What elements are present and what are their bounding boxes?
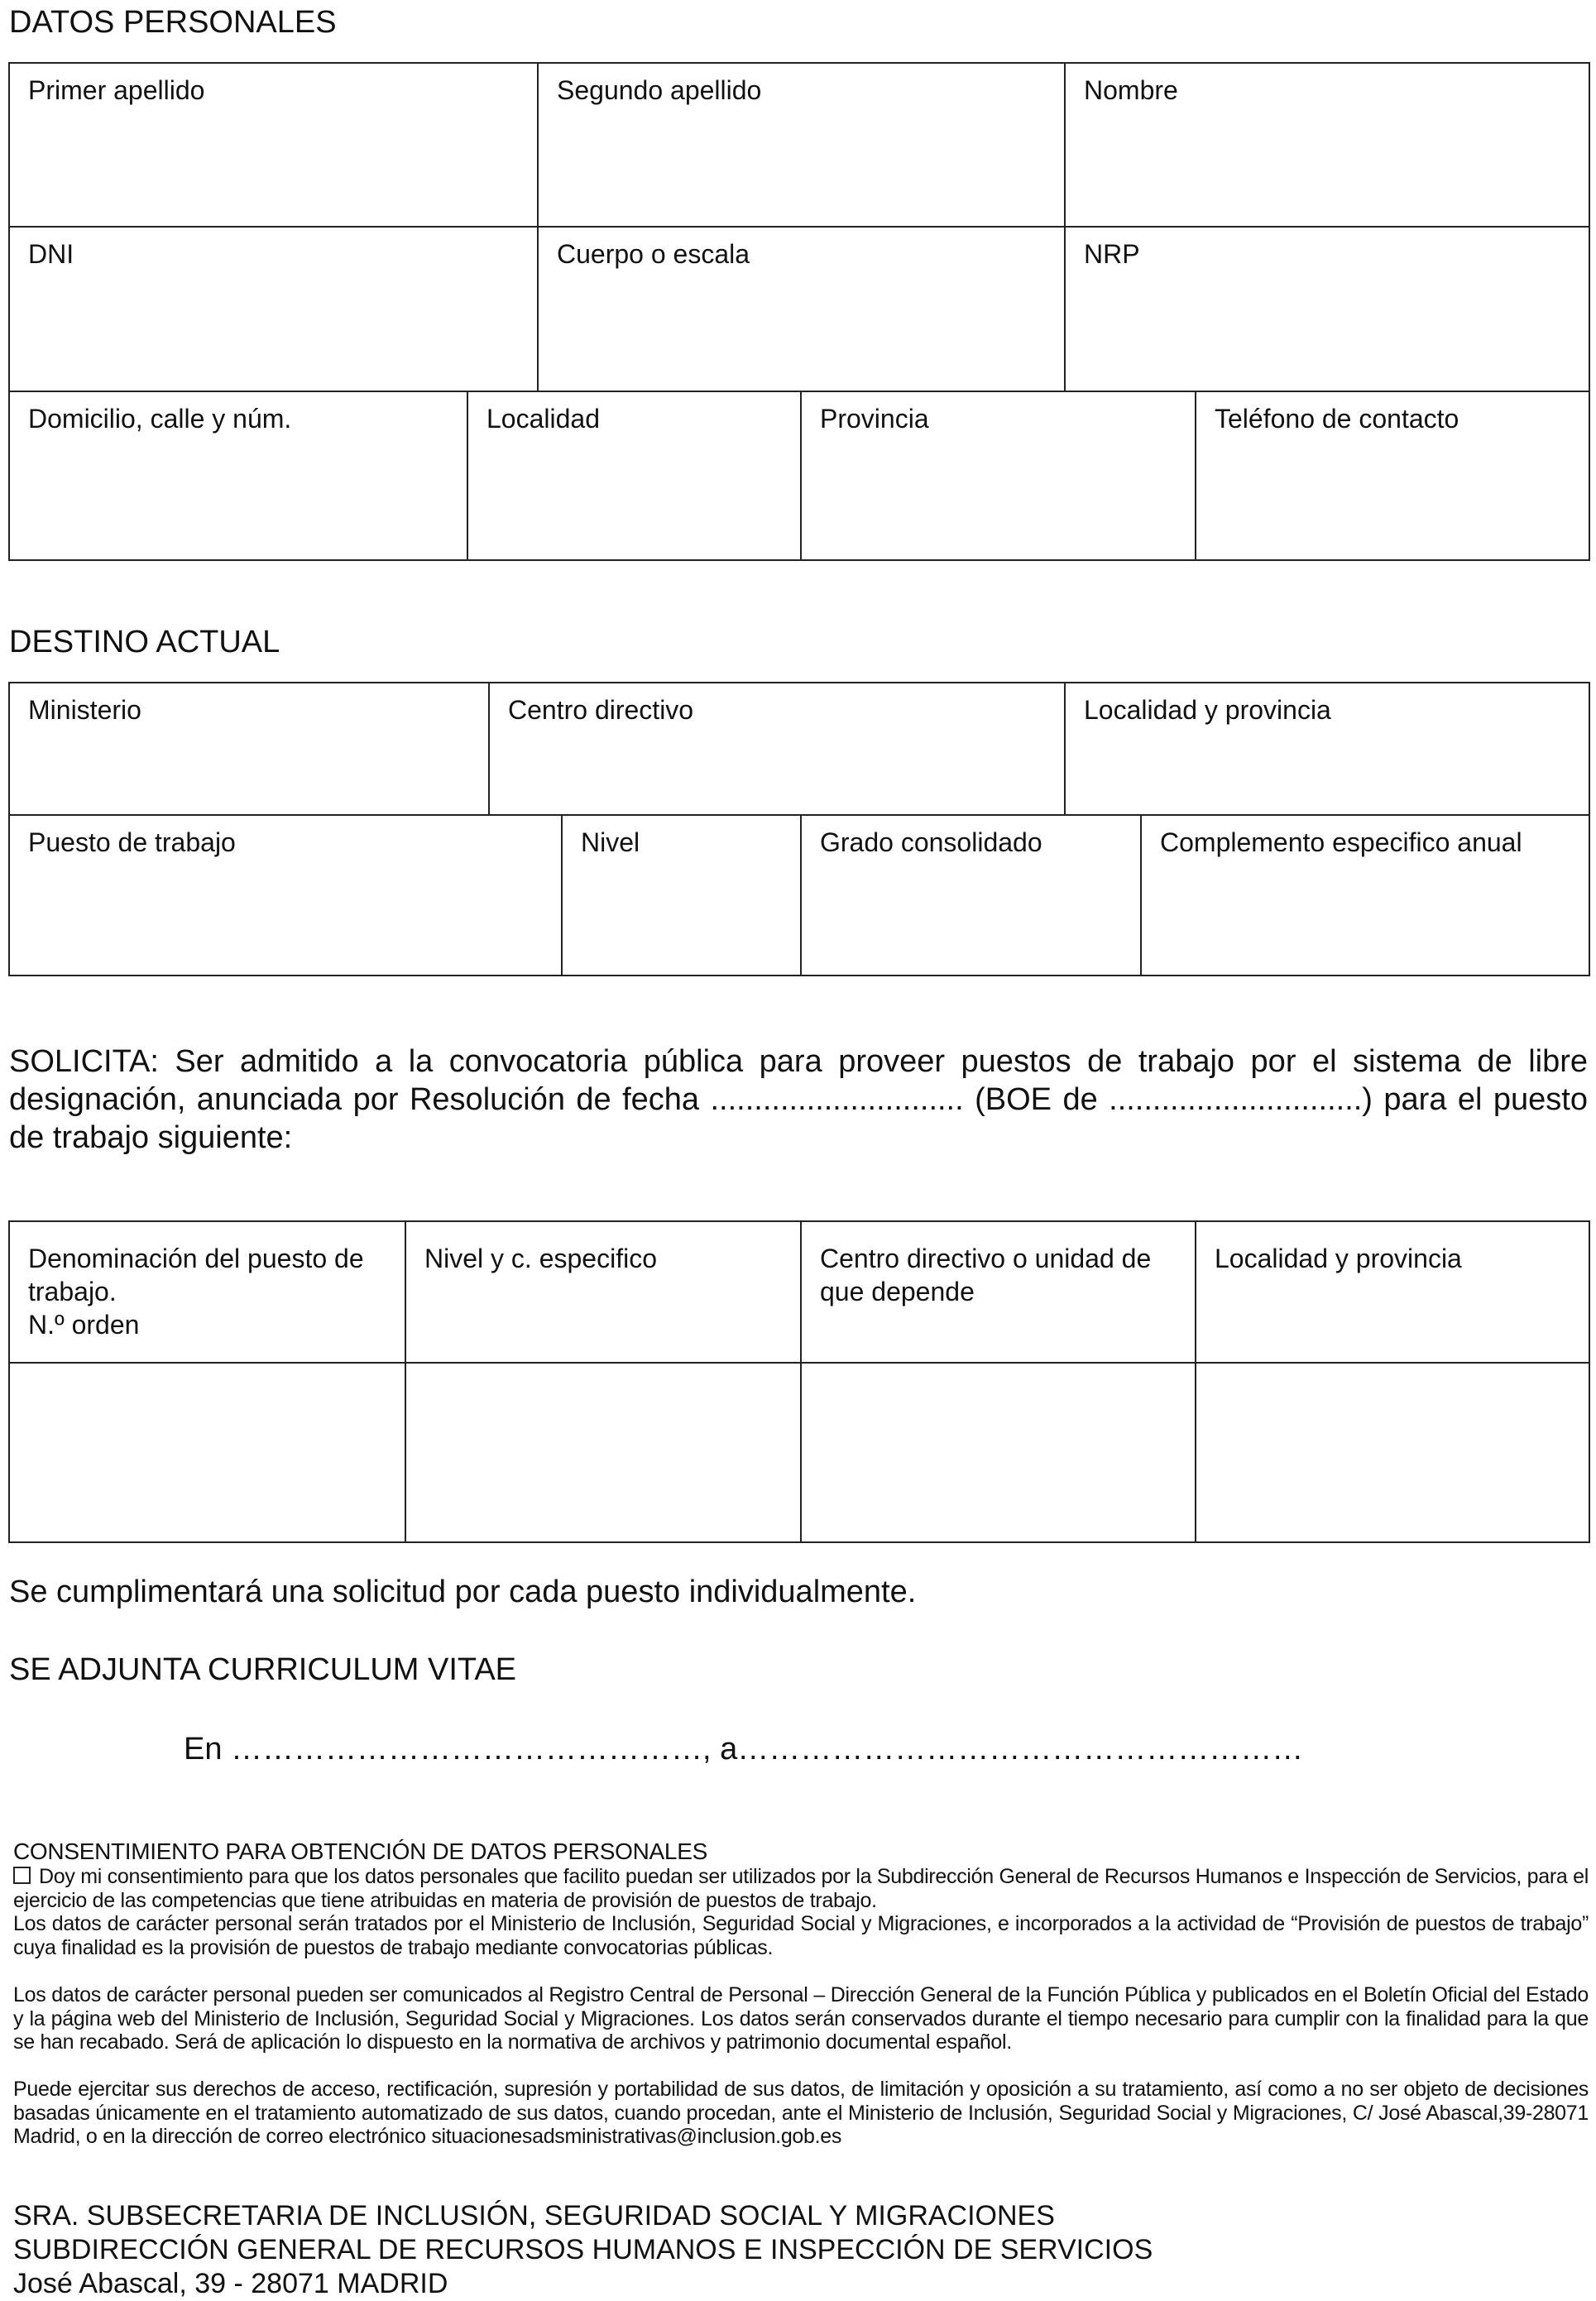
field-centro-directivo[interactable] <box>488 683 1064 814</box>
field-localidad[interactable] <box>467 391 800 559</box>
adjunta-text: SE ADJUNTA CURRICULUM VITAE <box>9 1652 517 1687</box>
label: Primer apellido <box>28 75 205 105</box>
consent-paragraph-2: Los datos de carácter personal pueden ser comunicados al Registro Central de Personal – Dirección General de la Función Pública y publicados en el Boletín Oficial del Estado y la página web del Ministerio de Inclusión, Seguridad Social y Migraciones. Los datos serán conservados durante el tiempo necesario para cumplir con la finalidad para la que se han recabado. Será de aplicación lo dispuesto en la normativa de archivos y patrimonio documental español. <box>13 1983 1589 2054</box>
label: Segundo apellido <box>557 75 762 105</box>
field-telefono[interactable] <box>1195 391 1590 559</box>
header-nivel: Nivel y c. especifico <box>405 1222 800 1362</box>
field-nivel[interactable] <box>561 814 800 975</box>
header-denominacion: Denominación del puesto de trabajo. N.º orden <box>28 1244 364 1340</box>
consent-checkbox[interactable] <box>13 1867 31 1884</box>
field-puesto-trabajo[interactable] <box>10 814 561 975</box>
label: Localidad <box>486 404 600 434</box>
field-primer-apellido[interactable] <box>10 64 537 226</box>
field-grado-consolidado[interactable] <box>800 814 1140 975</box>
input-denominacion[interactable] <box>10 1362 405 1541</box>
field-domicilio[interactable] <box>10 391 467 559</box>
consent-paragraph-3: Puede ejercitar sus derechos de acceso, rectificación, supresión y portabilidad de sus datos, de limitación y oposición a su tratamiento, así como a no ser objeto de decisiones basadas únicamente en el tratamiento automatizado de sus datos, cuando procedan, ante el Ministerio de Inclusión, Seguridad Social y Migraciones, C/ José Abascal,39-28071 Madrid, o en la dirección de correo electrónico situacionesadsministrativas@inclusion.gob.es <box>13 2078 1589 2148</box>
input-centro-directivo[interactable] <box>800 1362 1195 1541</box>
destino-actual-table <box>8 682 1590 976</box>
header-localidad: Localidad y provincia <box>1195 1222 1590 1362</box>
label: Nivel <box>581 827 640 857</box>
field-nombre[interactable] <box>1064 64 1590 226</box>
consent-checkbox-row <box>13 1865 1589 1912</box>
input-localidad[interactable] <box>1195 1362 1590 1541</box>
lugar-fecha-line[interactable]: En ………………………………………, a……………………………………………… <box>184 1732 1304 1766</box>
field-segundo-apellido[interactable] <box>537 64 1064 226</box>
field-ministerio[interactable] <box>10 683 488 814</box>
puesto-solicitado-table <box>8 1220 1590 1543</box>
field-dni[interactable] <box>10 226 537 391</box>
datos-personales-table <box>8 62 1590 561</box>
field-provincia[interactable] <box>800 391 1195 559</box>
label: Domicilio, calle y núm. <box>28 404 292 434</box>
section-title-destino-actual: DESTINO ACTUAL <box>9 625 280 659</box>
label: Centro directivo <box>508 695 694 725</box>
field-nrp[interactable] <box>1064 226 1590 391</box>
consent-checkbox-label: Doy mi consentimiento para que los datos personales que facilito puedan ser utilizados por la Subdirección General de Recursos Humanos e Inspección de Servicios, para el ejercicio de las competencias que tiene atribuidas en materia de provisión de puestos de trabajo. <box>13 1865 1589 1912</box>
label: DNI <box>28 239 74 269</box>
label: NRP <box>1084 239 1140 269</box>
recipient-line-2: SUBDIRECCIÓN GENERAL DE RECURSOS HUMANOS E INSPECCIÓN DE SERVICIOS <box>13 2234 1153 2265</box>
section-title-datos-personales: DATOS PERSONALES <box>9 5 337 40</box>
label: Ministerio <box>28 695 141 725</box>
label: Provincia <box>820 404 929 434</box>
consent-paragraph-1: Los datos de carácter personal serán tratados por el Ministerio de Inclusión, Seguridad Social y Migraciones, e incorporados a la actividad de “Provisión de puestos de trabajo” cuya finalidad es la provisión de puestos de trabajo mediante convocatorias públicas. <box>13 1912 1589 1959</box>
field-complemento-especifico[interactable] <box>1140 814 1590 975</box>
solicita-text: SOLICITA: Ser admitido a la convocatoria pública para proveer puestos de trabajo por el sistema de libre designación, anunciada por Resolución de fecha ............................. (BOE de .............................) para el puesto de trabajo siguiente: <box>9 1044 1588 1155</box>
recipient-line-1: SRA. SUBSECRETARIA DE INCLUSIÓN, SEGURIDAD SOCIAL Y MIGRACIONES <box>13 2200 1055 2231</box>
label: Teléfono de contacto <box>1215 404 1459 434</box>
field-cuerpo-escala[interactable] <box>537 226 1064 391</box>
field-localidad-provincia[interactable] <box>1064 683 1590 814</box>
input-nivel[interactable] <box>405 1362 800 1541</box>
label: Localidad y provincia <box>1084 695 1331 725</box>
label: Nombre <box>1084 75 1178 105</box>
label: Grado consolidado <box>820 827 1042 857</box>
label: Puesto de trabajo <box>28 827 236 857</box>
recipient-address: José Abascal, 39 - 28071 MADRID <box>13 2268 448 2299</box>
label: Cuerpo o escala <box>557 239 750 269</box>
label: Complemento especifico anual <box>1160 827 1522 857</box>
consent-title: CONSENTIMIENTO PARA OBTENCIÓN DE DATOS PERSONALES <box>13 1838 707 1864</box>
header-centro-directivo: Centro directivo o unidad de que depende <box>800 1222 1195 1362</box>
nota-text: Se cumplimentará una solicitud por cada puesto individualmente. <box>9 1575 917 1609</box>
